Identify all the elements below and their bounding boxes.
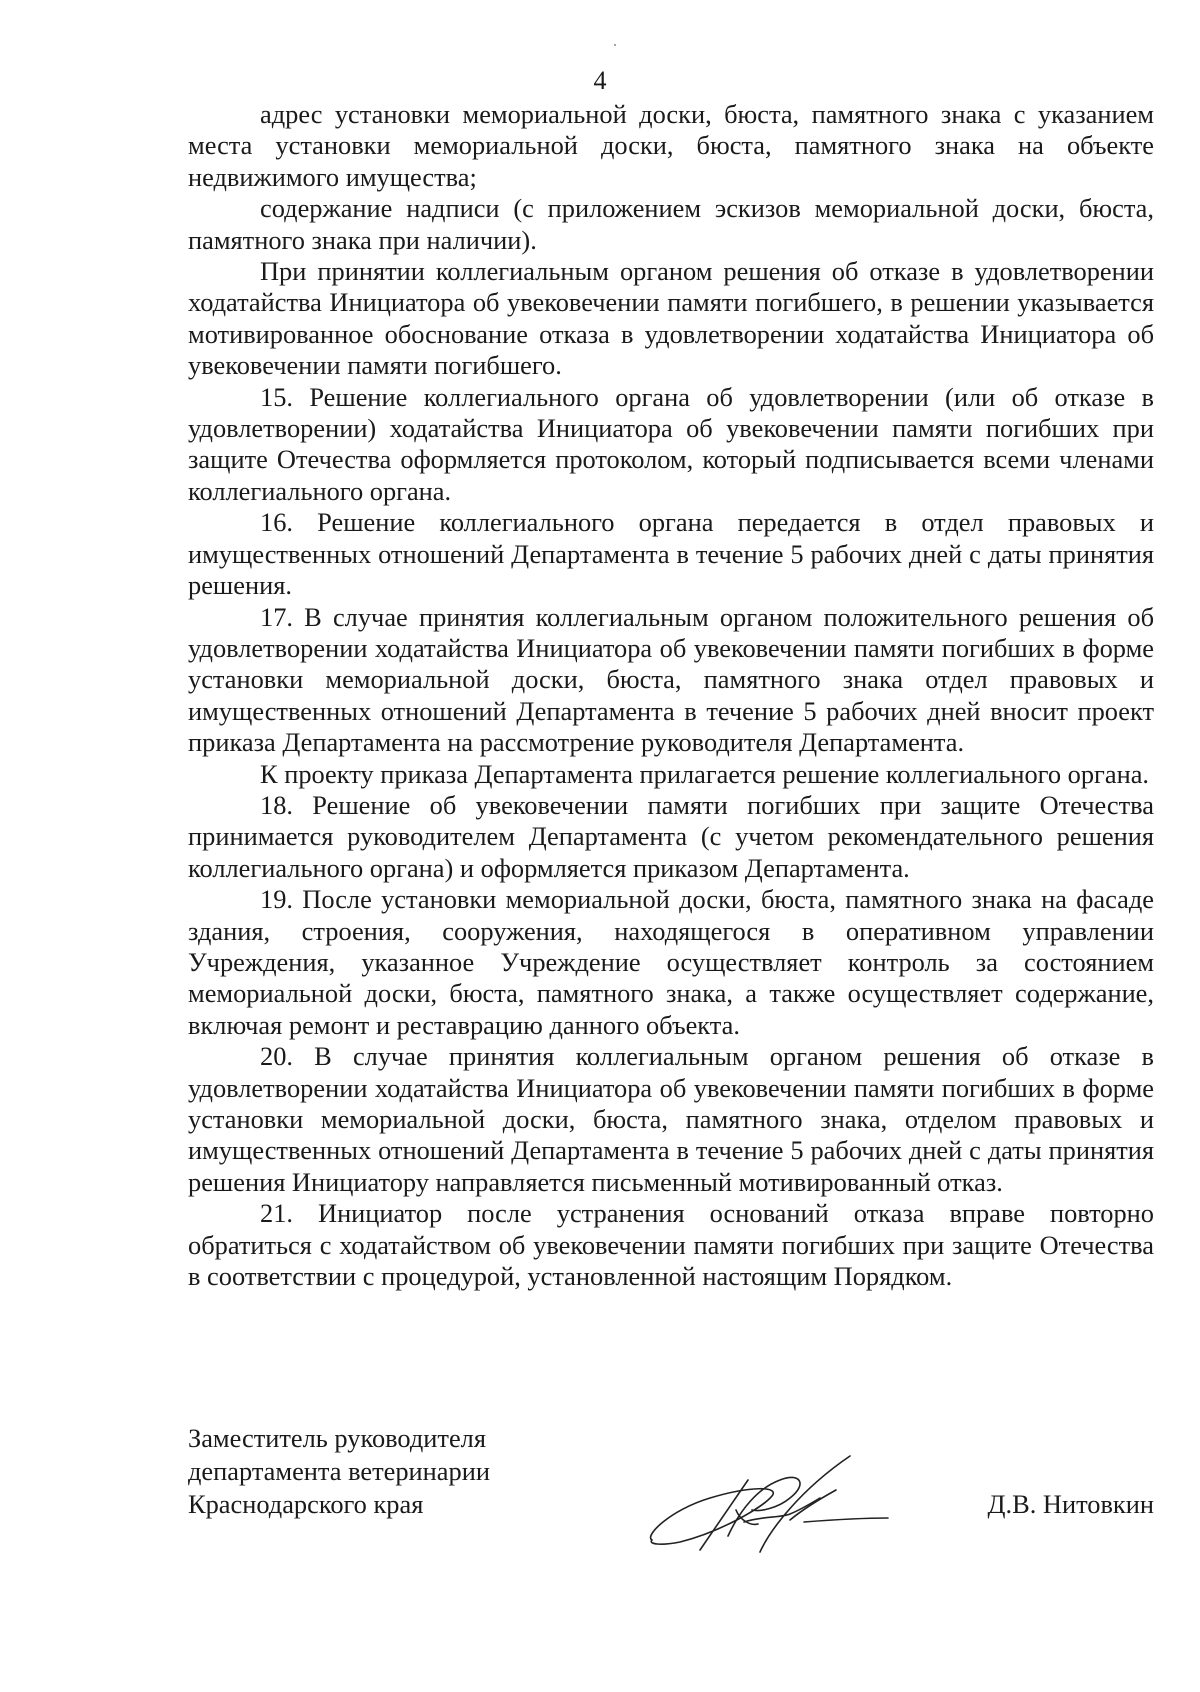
- paragraph-address: адрес установки мемориальной доски, бюста, памятного знака с указанием места установки мемориальной доски, бюста, памятного знака на объекте недвижимого имущества;: [188, 99, 1154, 192]
- paragraph-19: 19. После установки мемориальной доски, бюста, памятного знака на фасаде здания, строения, сооружения, находящегося в оперативном управлении Учреждения, указанное Учреждение осуществляет контроль за состоянием мемориальной доски, бюста, памятного знака, а также осуществляет содержание, включая ремонт и реставрацию данного объекта.: [188, 884, 1154, 1040]
- scan-speck: [614, 44, 616, 46]
- paragraph-16: 16. Решение коллегиального органа передается в отдел правовых и имущественных отношений Департамента в течение 5 рабочих дней с даты принятия решения.: [188, 507, 1154, 601]
- document-body: [188, 99, 1154, 1292]
- handwritten-signature: [640, 1440, 890, 1560]
- paragraph-21: 21. Инициатор после устранения оснований отказа вправе повторно обратиться с ходатайством об увековечении памяти погибших при защите Отечества в соответствии с процедурой, установленной настоящим Порядком.: [188, 1198, 1154, 1292]
- paragraph-17-attachment: К проекту приказа Департамента прилагается решение коллегиального органа.: [260, 758, 1150, 789]
- paragraph-15: 15. Решение коллегиального органа об удовлетворении (или об отказе в удовлетворении) ходатайства Инициатора об увековечении памяти погибших при защите Отечества оформляется протоколом, который подписывается всеми членами коллегиального органа.: [188, 381, 1154, 506]
- paragraph-20: 20. В случае принятия коллегиальным органом решения об отказе в удовлетворении ходатайства Инициатора об увековечении памяти погибших в форме установки мемориальной доски, бюста, памятного знака, отделом правовых и имущественных отношений Департамента в течение 5 рабочих дней с даты принятия решения Инициатору направляется письменный мотивированный отказ.: [188, 1041, 1154, 1197]
- signature-block: [188, 1422, 1154, 1572]
- signatory-position-line: Заместитель руководителя: [188, 1423, 486, 1453]
- signatory-name: Д.В. Нитовкин: [987, 1489, 1154, 1519]
- paragraph-18: 18. Решение об увековечении памяти погибших при защите Отечества принимается руководителем Департамента (с учетом рекомендательного решения коллегиального органа) и оформляется приказом Департамента.: [188, 789, 1154, 883]
- paragraph-refusal-reason: При принятии коллегиальным органом решения об отказе в удовлетворении ходатайства Инициатора об увековечении памяти погибшего, в решении указывается мотивированное обоснование отказа в удовлетворении ходатайства Инициатора об увековечении памяти погибшего.: [188, 256, 1154, 381]
- signatory-position-line: департамента ветеринарии: [188, 1456, 490, 1486]
- signatory-position: [188, 1422, 490, 1521]
- signatory-position-line: Краснодарского края: [188, 1489, 424, 1519]
- paragraph-17: 17. В случае принятия коллегиальным органом положительного решения об удовлетворении ходатайства Инициатора об увековечении памяти погибших в форме установки мемориальной доски, бюста, памятного знака отдел правовых и имущественных отношений Департамента в течение 5 рабочих дней вносит проект приказа Департамента на рассмотрение руководителя Департамента.: [188, 601, 1154, 758]
- page-number: 4: [593, 66, 607, 95]
- paragraph-inscription: содержание надписи (с приложением эскизов мемориальной доски, бюста, памятного знака при наличии).: [188, 193, 1154, 255]
